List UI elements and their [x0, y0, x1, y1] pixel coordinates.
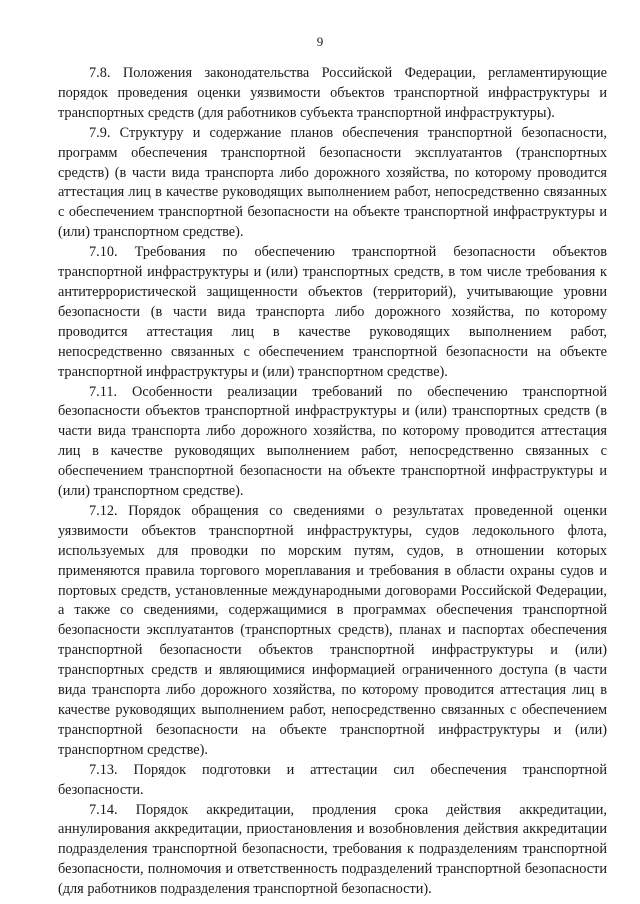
paragraph-7-9: 7.9. Структуру и содержание планов обеспечения транспортной безопасности, программ обеспечения транспортной безопасности эксплуатантов (транспортных средств) (в части вида транспорта либо дорожного хозяйства, по которому проводится аттестация лиц в качестве руководящих выполнением работ, непосредственно связанных с обеспечением транспортной безопасности на объекте транспортной инфраструктуры и (или) транспортном средстве). — [58, 124, 607, 241]
paragraph-7-12: 7.12. Порядок обращения со сведениями о результатах проведенной оценки уязвимости объектов транспортной инфраструктуры, судов ледокольного флота, используемых для проводки по морским путям, судов, в отношении которых применяются правила торгового мореплавания и требования в области охраны судов и портовых средств, установленные международными договорами Российской Федерации, а также со сведениями, содержащимися в программах обеспечения транспортной безопасности эксплуатантов (транспортных средств), планах и паспортах обеспечения транспортной безопасности объектов транспортной инфраструктуры и (или) транспортных средств и являющимися информацией ограниченного доступа (в части вида транспорта либо дорожного хозяйства, по которому проводится аттестация лиц в качестве руководящих выполнением работ, непосредственно связанных с обеспечением транспортной безопасности на объекте транспортной инфраструктуры и (или) транспортном средстве). — [58, 502, 607, 758]
paragraph-7-10: 7.10. Требования по обеспечению транспортной безопасности объектов транспортной инфраструктуры и (или) транспортных средств, в том числе требования к антитеррористической защищенности объектов (территорий), учитывающие уровни безопасности (в части вида транспорта либо дорожного хозяйства, по которому проводится аттестация лиц в качестве руководящих выполнением работ, непосредственно связанных с обеспечением транспортной безопасности на объекте транспортной инфраструктуры и (или) транспортном средстве). — [58, 244, 607, 380]
paragraph-7-8: 7.8. Положения законодательства Российской Федерации, регламентирующие порядок проведения оценки уязвимости объектов транспортной инфраструктуры и транспортных средств (для работников субъекта транспортной инфраструктуры). — [58, 65, 607, 121]
document-body — [58, 64, 607, 900]
paragraph-7-11: 7.11. Особенности реализации требований по обеспечению транспортной безопасности объектов транспортной инфраструктуры и (или) транспортных средств (в части вида транспорта либо дорожного хозяйства, по которому проводится аттестация лиц в качестве руководящих выполнением работ, непосредственно связанных с обеспечением транспортной безопасности на объекте транспортной инфраструктуры и (или) транспортном средстве). — [58, 383, 607, 500]
page-number: 9 — [316, 34, 324, 49]
paragraph-7-14: 7.14. Порядок аккредитации, продления срока действия аккредитации, аннулирования аккредитации, приостановления и возобновления действия аккредитации подразделения транспортной безопасности, требования к подразделениям транспортной безопасности, полномочия и ответственность подразделений транспортной безопасности (для работников подразделения транспортной безопасности). — [58, 801, 607, 898]
paragraph-7-13: 7.13. Порядок подготовки и аттестации сил обеспечения транспортной безопасности. — [58, 761, 607, 798]
